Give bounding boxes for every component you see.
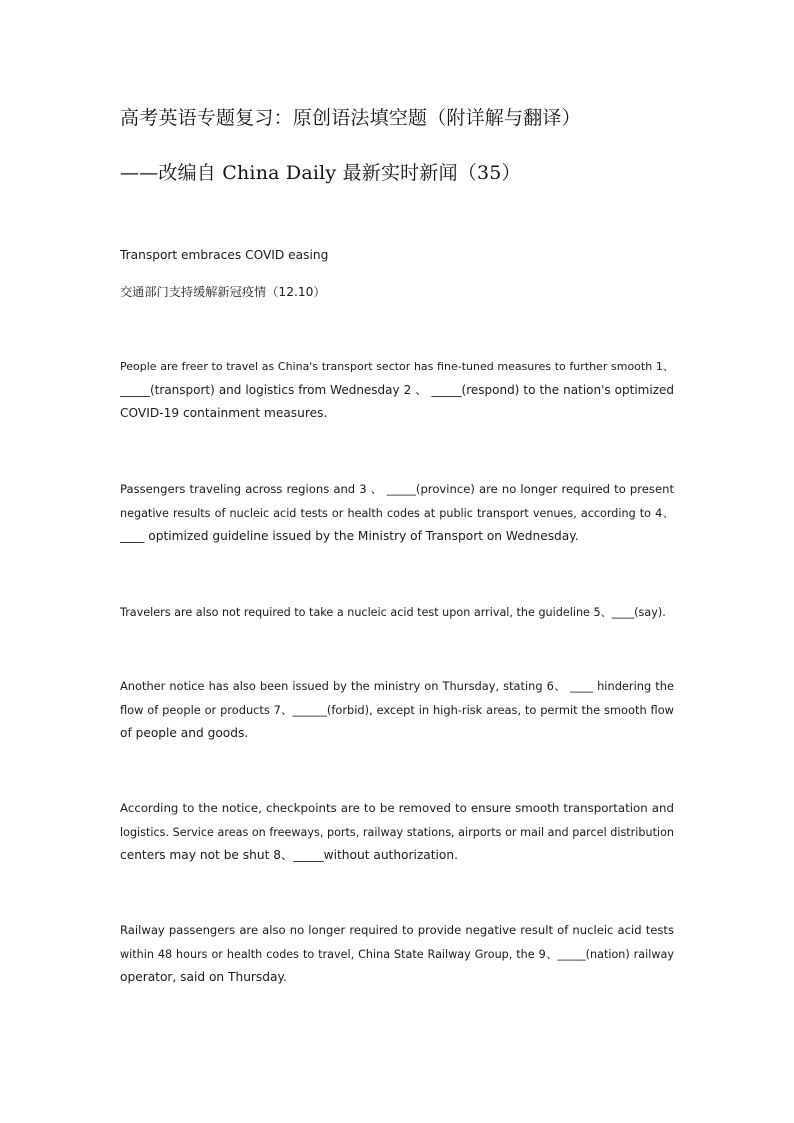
paragraph-line: operator, said on Thursday. (120, 970, 287, 984)
paragraph-line: flow of people or products 7、______(forbid), except in high-risk areas, to permit the smooth flow (120, 702, 674, 717)
document-subtitle: ——改编自 China Daily 最新实时新闻（35） (120, 162, 521, 184)
paragraph-6 (120, 919, 674, 990)
paragraph-line: Railway passengers are also no longer required to provide negative result of nucleic acid tests (120, 923, 674, 937)
paragraph-3 (120, 601, 674, 625)
paragraph-line: ____ optimized guideline issued by the Ministry of Transport on Wednesday. (120, 529, 579, 543)
paragraph-2 (120, 478, 674, 549)
paragraph-line: of people and goods. (120, 726, 249, 740)
document-title: 高考英语专题复习：原创语法填空题（附详解与翻译） (120, 107, 581, 129)
paragraph-line: COVID-19 containment measures. (120, 406, 328, 420)
paragraph-line: According to the notice, checkpoints are to be removed to ensure smooth transportation and (120, 801, 674, 815)
paragraph-line: Travelers are also not required to take a nucleic acid test upon arrival, the guideline 5、____(say). (120, 606, 666, 619)
paragraph-line: centers may not be shut 8、_____without authorization. (120, 848, 458, 862)
paragraph-line: Passengers traveling across regions and 3 、 _____(province) are no longer required to present (120, 482, 674, 496)
paragraph-line: within 48 hours or health codes to travel, China State Railway Group, the 9、_____(nation) railway (120, 947, 674, 961)
paragraph-line: _____(transport) and logistics from Wednesday 2 、 _____(respond) to the nation's optimized (120, 382, 674, 397)
article-title-en: Transport embraces COVID easing (120, 248, 329, 262)
paragraph-1 (120, 355, 674, 426)
article-title-cn: 交通部门支持缓解新冠疫情（12.10） (120, 285, 326, 299)
paragraph-4 (120, 675, 674, 746)
paragraph-5 (120, 797, 674, 868)
paragraph-line: negative results of nucleic acid tests or health codes at public transport venues, according to 4、 (120, 506, 674, 520)
paragraph-line: logistics. Service areas on freeways, ports, railway stations, airports or mail and parcel distribution (120, 825, 674, 839)
paragraph-line: People are freer to travel as China's transport sector has fine-tuned measures to further smooth 1、 (120, 360, 674, 373)
paragraph-line: Another notice has also been issued by the ministry on Thursday, stating 6、 ____ hindering the (120, 679, 674, 693)
